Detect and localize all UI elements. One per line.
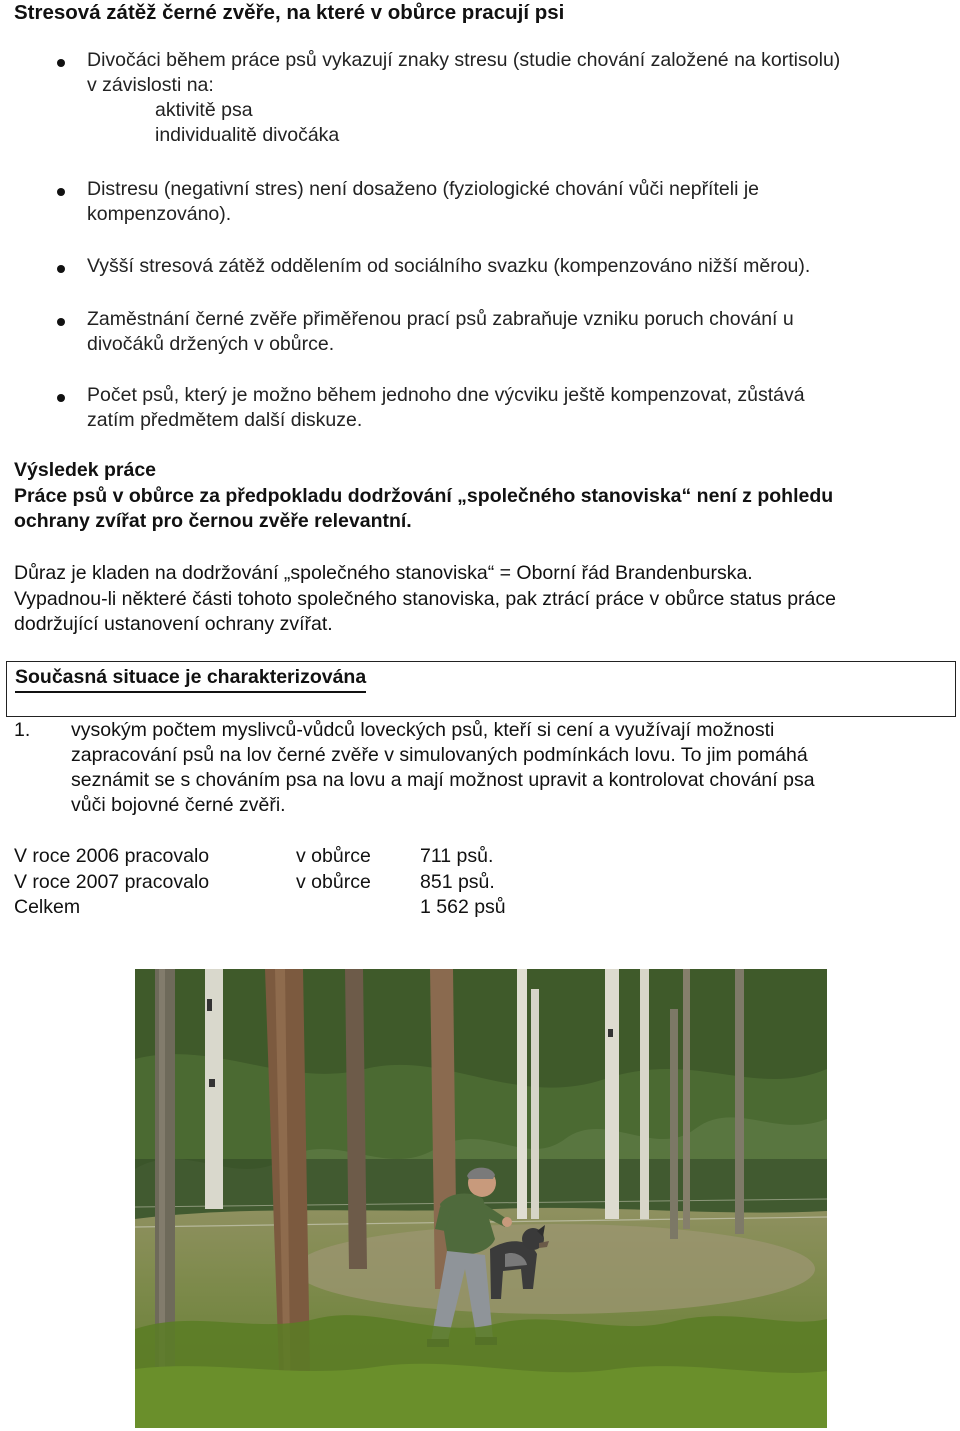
table-row	[14, 895, 614, 921]
situation-box	[6, 661, 956, 717]
bullet-text-line: Distresu (negativní stres) není dosaženo (fyziologické chování vůči nepříteli je	[87, 178, 759, 200]
result-section	[14, 458, 949, 535]
bullet-text-line: divočáků držených v obůrce.	[87, 333, 335, 355]
bullet-text-line: Vyšší stresová zátěž oddělením od sociálního svazku (kompenzováno nižší měrou).	[87, 255, 811, 277]
stats-place: v obůrce	[296, 845, 371, 867]
table-row	[14, 870, 614, 896]
sub-item: aktivitě psa	[155, 99, 253, 121]
stats-label: V roce 2006 pracovalo	[14, 845, 210, 867]
item-text-line: zapracování psů na lov černé zvěře v simulovaných podmínkách lovu. To jim pomáhá	[71, 744, 808, 766]
paragraph-line: dodržující ustanovení ochrany zvířat.	[14, 613, 333, 635]
stats-place: v obůrce	[296, 870, 371, 893]
bullet-text-line: Divočáci během práce psů vykazují znaky stresu (studie chování založené na kortisolu)	[87, 49, 841, 71]
bullet-text-line: Počet psů, který je možno během jednoho dne výcviku ještě kompenzovat, zůstává	[87, 384, 805, 406]
bullet-text-line: v závislosti na:	[87, 74, 214, 96]
bullet-text-line: kompenzováno).	[87, 203, 232, 225]
training-photo	[135, 969, 827, 1428]
item-text-line: vůči bojovné černé zvěři.	[71, 794, 286, 816]
paragraph-line: Vypadnou-li některé části tohoto společného stanoviska, pak ztrácí práce v obůrce status práce	[14, 587, 836, 610]
bullet-icon	[57, 59, 65, 67]
forest-scene-image	[135, 969, 827, 1428]
bullet-icon	[57, 188, 65, 196]
result-heading: Výsledek práce	[14, 459, 157, 481]
item-text-line: seznámit se s chováním psa na lovu a mají možnost upravit a kontrolovat chování psa	[71, 769, 815, 791]
stats-label: V roce 2007 pracovalo	[14, 870, 210, 893]
result-text-line: Práce psů v obůrce za předpokladu dodržování „společného stanoviska“ není z pohledu	[14, 484, 834, 507]
item-text-line: vysokým počtem myslivců-vůdců loveckých psů, kteří si cení a využívají možnosti	[71, 719, 775, 741]
item-number: 1.	[14, 719, 31, 741]
stats-count: 711 psů.	[420, 845, 494, 867]
bullet-icon	[57, 394, 65, 402]
bullet-text-line: Zaměstnání černé zvěře přiměřenou prací psů zabraňuje vzniku poruch chování u	[87, 308, 794, 330]
stats-count: 1 562 psů	[420, 896, 506, 918]
stats-count: 851 psů.	[420, 870, 495, 893]
stats-label: Celkem	[14, 896, 81, 918]
stats-table	[14, 844, 614, 921]
paragraph-line: Důraz je kladen na dodržování „společného stanoviska“ = Oborní řád Brandenburska.	[14, 562, 753, 584]
sub-item: individualitě divočáka	[155, 124, 340, 146]
emphasis-paragraph	[14, 561, 949, 638]
bullet-text-line: zatím předmětem další diskuze.	[87, 409, 363, 431]
result-text-line: ochrany zvířat pro černou zvěře relevantní.	[14, 510, 412, 532]
bullet-icon	[57, 265, 65, 273]
table-row	[14, 844, 614, 870]
situation-heading: Současná situace je charakterizována	[15, 664, 366, 693]
page-title: Stresová zátěž černé zvěře, na které v obůrce pracují psi	[14, 1, 565, 24]
bullet-icon	[57, 318, 65, 326]
